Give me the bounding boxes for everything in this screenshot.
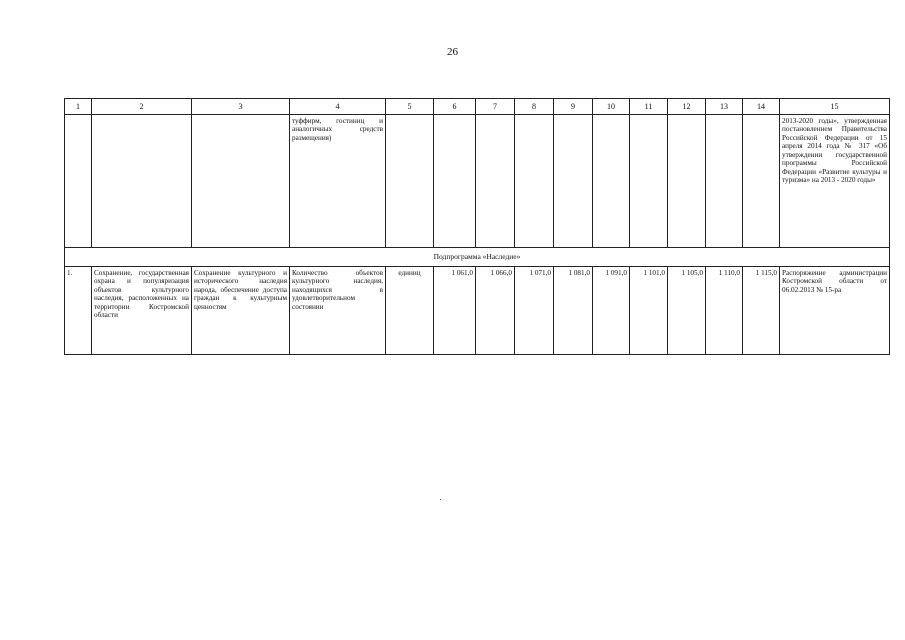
- header-cell: 7: [476, 99, 515, 115]
- page-number: 26: [447, 46, 458, 58]
- header-cell: 12: [668, 99, 706, 115]
- continuation-row: [65, 115, 890, 248]
- value-cell: 1 115,0: [743, 267, 780, 355]
- table-cell: [668, 115, 706, 248]
- table-cell: [515, 115, 554, 248]
- header-cell: 8: [515, 99, 554, 115]
- header-cell: 15: [780, 99, 890, 115]
- table-cell: [386, 115, 434, 248]
- value-cell: 1 105,0: [668, 267, 706, 355]
- header-cell: 4: [290, 99, 386, 115]
- row-number-cell: 1.: [65, 267, 92, 355]
- value-cell: 1 081,0: [554, 267, 593, 355]
- value-cell: 1 101,0: [630, 267, 668, 355]
- table-cell: [593, 115, 630, 248]
- subprogram-row: [65, 248, 890, 267]
- header-cell: 1: [65, 99, 92, 115]
- header-cell: 3: [192, 99, 290, 115]
- table-cell: [92, 115, 192, 248]
- goal-cell: Сохранение, государственная охрана и популяризация объектов культурного наследия, расположенных на территории Костромской области: [92, 267, 192, 355]
- value-cell: 1 061,0: [434, 267, 476, 355]
- table-cell: [554, 115, 593, 248]
- header-cell: 9: [554, 99, 593, 115]
- table-cell: [192, 115, 290, 248]
- source-continuation-cell: 2013-2020 годы», утвержденная постановлением Правительства Российской Федерации от 15 апреля 2014 года № 317 «Об утверждении государственной программы Российской Федерации «Развитие культуры и туризма» на 2013 - 2020 годы»: [780, 115, 890, 248]
- header-cell: 6: [434, 99, 476, 115]
- header-row: [65, 99, 890, 115]
- indicator-continuation-cell: туффирм, гостиниц и аналогичных средств размещения): [290, 115, 386, 248]
- header-cell: 2: [92, 99, 192, 115]
- header-cell: 11: [630, 99, 668, 115]
- header-cell: 10: [593, 99, 630, 115]
- indicators-table: [64, 98, 890, 355]
- header-cell: 5: [386, 99, 434, 115]
- table-cell: [630, 115, 668, 248]
- value-cell: 1 091,0: [593, 267, 630, 355]
- header-cell: 14: [743, 99, 780, 115]
- table-cell: [65, 115, 92, 248]
- table-row: [65, 267, 890, 355]
- subprogram-title: Подпрограмма «Наследие»: [65, 248, 890, 267]
- indicator-cell: Количество объектов культурного наследия, находящихся в удовлетворительном состоянии: [290, 267, 386, 355]
- unit-cell: единиц: [386, 267, 434, 355]
- value-cell: 1 110,0: [706, 267, 743, 355]
- task-cell: Сохранение культурного и исторического наследия народа, обеспечение доступа граждан к культурным ценностям: [192, 267, 290, 355]
- value-cell: 1 066,0: [476, 267, 515, 355]
- table-cell: [706, 115, 743, 248]
- source-cell: Распоряжение администрации Костромской области от 06.02.2013 № 15-ра: [780, 267, 890, 355]
- table-cell: [434, 115, 476, 248]
- speck: [440, 499, 441, 500]
- value-cell: 1 071,0: [515, 267, 554, 355]
- table-cell: [476, 115, 515, 248]
- table-cell: [743, 115, 780, 248]
- header-cell: 13: [706, 99, 743, 115]
